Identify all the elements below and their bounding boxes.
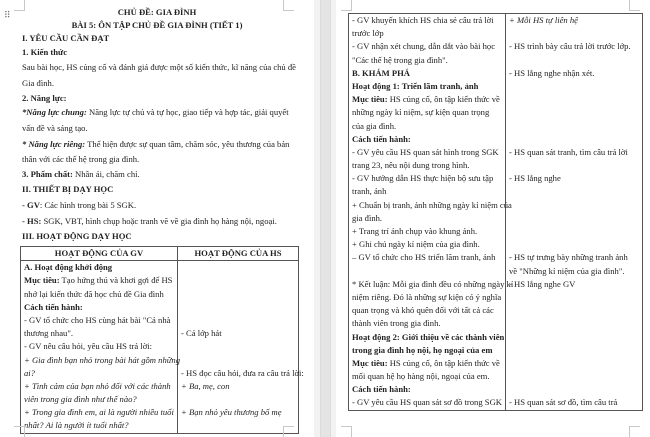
cell-text-line: Hoạt động 1: Triển lãm tranh, ảnh [352, 80, 479, 91]
cell-text-line [509, 357, 639, 370]
hs-activities-cell [178, 261, 304, 433]
quality-label: 3. Phẩm chất: [22, 169, 73, 179]
page-separator [314, 0, 336, 437]
cell-text-line [509, 106, 639, 119]
cell-text-line [509, 304, 639, 317]
cell-text-line: "Các thế hệ trong gia đình". [352, 54, 448, 65]
cell-text-line [509, 238, 639, 251]
cell-text-line: - HS tự trưng bày những tranh ảnh [509, 252, 628, 263]
cell-text-line: gia đình. [352, 212, 383, 223]
page-corner-mark [629, 426, 640, 437]
cell-text-line: thương nhau". [24, 328, 73, 339]
objective-label: Mục tiêu: [352, 94, 388, 105]
cell-text-line [181, 274, 295, 287]
page-corner-mark [341, 0, 352, 11]
cell-text-line: - GV hướng dẫn HS thực hiện bộ sưu tập [352, 173, 494, 184]
cell-text-line [509, 344, 639, 357]
gv-activities-cell [21, 261, 181, 433]
gv-desc: : Các hình trong bài 5 SGK. [39, 200, 137, 210]
cell-text-line: - HS quan sát sơ đồ, tìm câu trả [509, 397, 618, 408]
cell-text-line: - GV nêu câu hỏi, yêu cầu HS trả lời: [24, 341, 153, 352]
hs-activities-cell [506, 14, 643, 411]
cell-text-line [509, 159, 639, 172]
header-gv-activities: HOẠT ĐỘNG CỦA GV [21, 247, 178, 261]
objective-text: HS củng cố, ôn tập kiến thức về [387, 357, 500, 368]
cell-text-line [509, 27, 639, 40]
lesson-title: BÀI 5: ÔN TẬP CHỦ ĐỀ GIA ĐÌNH (TIẾT 1) [71, 20, 243, 30]
cell-text-line: ai? [24, 367, 35, 378]
document-page-right [336, 0, 650, 437]
hs-label: - HS: [22, 216, 42, 226]
cell-text-line: - HS đọc câu hỏi, đưa ra câu trả lời: [181, 367, 304, 378]
cell-text-line: - HS trình bày câu trả lời trước lớp. [509, 41, 631, 52]
activities-table-continued [348, 13, 643, 411]
cell-text-line: + Trang trí ảnh chụp vào khung ảnh. [352, 226, 478, 236]
cell-text-line [181, 354, 295, 367]
cell-text-line [352, 93, 502, 106]
page-corner-mark [14, 426, 25, 437]
quality-desc: Nhân ái, chăm chỉ. [72, 169, 140, 179]
equipment-hs [22, 215, 277, 228]
cell-text-line: + Tình cảm của bạn nhỏ đối với các thành [24, 380, 171, 391]
cell-text-line: - GV yêu cầu HS quan sát hình trong SGK [352, 146, 499, 157]
cell-text-line: tranh, ảnh [352, 186, 387, 197]
knowledge-text: Gia đình. [22, 78, 54, 88]
specific-ability-label: * Năng lực riêng: [22, 139, 86, 149]
cell-text-line [509, 185, 639, 198]
cell-text-line: - GV tổ chức cho HS cùng hát bài "Cả nhà [24, 314, 171, 325]
cell-text-line: + Chuẩn bị tranh, ảnh những ngày kỉ niệm của [352, 199, 512, 210]
cell-text-line: + Mỗi HS tự liên hệ [509, 15, 578, 25]
cell-text-line: - GV khuyến khích HS chia sẻ câu trả lời [352, 15, 494, 25]
document-page-left [0, 0, 314, 437]
cell-text-line: nhớ lại kiến thức đã học chủ đề Gia đình [24, 288, 164, 299]
objective-text: Tạo hứng thú và khơi gợi để HS [59, 275, 173, 286]
cell-text-line: – GV tổ chức cho HS triển lãm tranh, ảnh [352, 252, 496, 263]
gv-activities-cell [349, 14, 514, 411]
specific-ability-text [22, 138, 289, 151]
cell-text-line [181, 288, 295, 301]
cell-text-line [509, 291, 639, 304]
objective-label: Mục tiêu: [352, 357, 388, 368]
cell-text-line: viên trong gia đình như thế nào? [24, 394, 137, 405]
table-row [21, 261, 299, 433]
cell-text-line: - Cả lớp hát [181, 328, 222, 339]
cell-text-line [509, 317, 639, 330]
cell-text-line [352, 265, 502, 278]
cell-text-line: Cách tiến hành: [24, 301, 83, 312]
page-corner-mark [629, 0, 640, 11]
cell-text-line: Hoạt động 2: Giới thiệu về các thành viên [352, 331, 505, 342]
cell-text-line [509, 331, 639, 344]
specific-ability-text: thân với các thế hệ trong gia đình. [22, 154, 140, 164]
cell-text-line [509, 93, 639, 106]
cell-text-line [509, 133, 639, 146]
table-move-handle-icon[interactable]: ⠿ [4, 10, 12, 20]
cell-text-line: Cách tiến hành: [352, 133, 411, 144]
cell-text-line [509, 212, 639, 225]
ability-heading: 2. Năng lực: [22, 93, 67, 103]
page-corner-mark [283, 426, 294, 437]
section-heading-requirements: I. YÊU CẦU CẦN ĐẠT [22, 33, 110, 43]
equipment-gv [22, 199, 136, 212]
activities-table [20, 246, 304, 434]
cell-text-line [181, 314, 295, 327]
cell-text-line: Cách tiến hành: [352, 384, 411, 395]
cell-text-line [181, 393, 295, 406]
cell-text-line [509, 54, 639, 67]
cell-text-line [181, 340, 295, 353]
knowledge-text: Sau bài học, HS củng cố và đánh giá được một số kiến thức, kĩ năng của chủ đề [22, 62, 296, 72]
specific-ability-desc: Thể hiện được sự quan tâm, chăm sóc, yêu thương của bản [85, 139, 290, 149]
general-ability-label: *Năng lực chung: [22, 107, 87, 117]
objective-text: HS củng cố, ôn tập kiến thức về [387, 94, 500, 105]
section-heading-activities: III. HOẠT ĐỘNG DẠY HỌC [22, 231, 132, 241]
cell-text-line: trong gia đình họ nội, họ ngoại của em [352, 344, 493, 355]
objective-label: Mục tiêu: [24, 275, 60, 286]
cell-text-line: - HS lắng nghe [509, 173, 561, 184]
quality-text [22, 168, 140, 181]
cell-text-line: của gia đình. [352, 120, 397, 131]
page-gap [320, 0, 331, 437]
cell-text-line: + Ba, mẹ, con [181, 380, 230, 391]
cell-text-line: trang 23, nêu nội dung trong hình. [352, 160, 470, 171]
cell-text-line [509, 225, 639, 238]
cell-text-line: + Ghi chú ngày kỉ niệm của gia đình. [352, 239, 480, 250]
cell-text-line: - GV yêu cầu HS quan sát sơ đồ trong SGK [352, 397, 502, 408]
cell-text-line: mối quan hệ họ hàng nội, ngoại của em. [352, 371, 490, 382]
cell-text-line: niệm riêng. Đó là những sự kiện có ý nghĩa [352, 291, 502, 302]
table-header-row [21, 247, 299, 261]
cell-text-line [509, 383, 639, 396]
cell-text-line [509, 120, 639, 133]
cell-text-line [181, 261, 295, 274]
cell-text-line: - GV nhận xét chung, dẫn dắt vào bài học [352, 41, 496, 52]
cell-text-line [181, 301, 295, 314]
header-hs-activities: HOẠT ĐỘNG CỦA HS [178, 247, 299, 261]
cell-text-line: nhất? Ai là người ít tuổi nhất? [24, 420, 129, 431]
cell-text-line [24, 274, 174, 287]
cell-text-line: - HS lắng nghe GV [509, 278, 576, 289]
cell-text-line: - HS quan sát tranh, tìm câu trả lời [509, 146, 628, 157]
topic-title: CHỦ ĐỀ: GIA ĐÌNH [117, 7, 197, 17]
cell-text-line: * Kết luận: Mỗi gia đình đều có những ngày kỉ [352, 278, 514, 289]
knowledge-heading: 1. Kiến thức [22, 47, 68, 57]
cell-text-line [509, 370, 639, 383]
cell-text-line: quan trọng và khó quên đối với tất cả các [352, 305, 494, 316]
cell-text-line: những ngày kỉ niệm, sự kiện quan trọng [352, 107, 490, 118]
cell-text-line [352, 357, 502, 370]
table-row [349, 14, 643, 411]
cell-text-line: trước lớp [352, 28, 384, 39]
general-ability-text: vấn đề và sáng tạo. [22, 123, 88, 133]
page-corner-mark [341, 426, 352, 437]
cell-text-line: thành viên trong gia đình. [352, 318, 441, 329]
hs-desc: SGK, VBT, hình chụp hoặc tranh vẽ về gia đình họ hàng nội, ngoại. [41, 216, 277, 226]
cell-text-line: về "Những kỉ niệm của gia đình". [509, 265, 625, 276]
general-ability-desc: Năng lực tự chủ và tự học, giao tiếp và hợp tác, giải quyết [86, 107, 289, 117]
cell-text-line: B. KHÁM PHÁ [352, 67, 411, 78]
section-heading-equipment: II. THIẾT BỊ DẠY HỌC [22, 184, 114, 194]
cell-text-line [509, 80, 639, 93]
general-ability-text [22, 106, 289, 119]
cell-text-line: + Trong gia đình em, ai là người nhiều tuổi [24, 407, 174, 418]
cell-text-line [509, 199, 639, 212]
cell-text-line: + Bạn nhỏ yêu thương bố mẹ [181, 407, 282, 418]
gv-label: - GV [22, 200, 40, 210]
cell-text-line: - HS lắng nghe nhận xét. [509, 67, 595, 78]
cell-text-line: A. Hoạt động khởi động [24, 262, 113, 273]
cell-text-line [181, 419, 295, 432]
cell-text-line: + Gia đình bạn nhỏ trong bài hát gồm những [24, 354, 181, 365]
